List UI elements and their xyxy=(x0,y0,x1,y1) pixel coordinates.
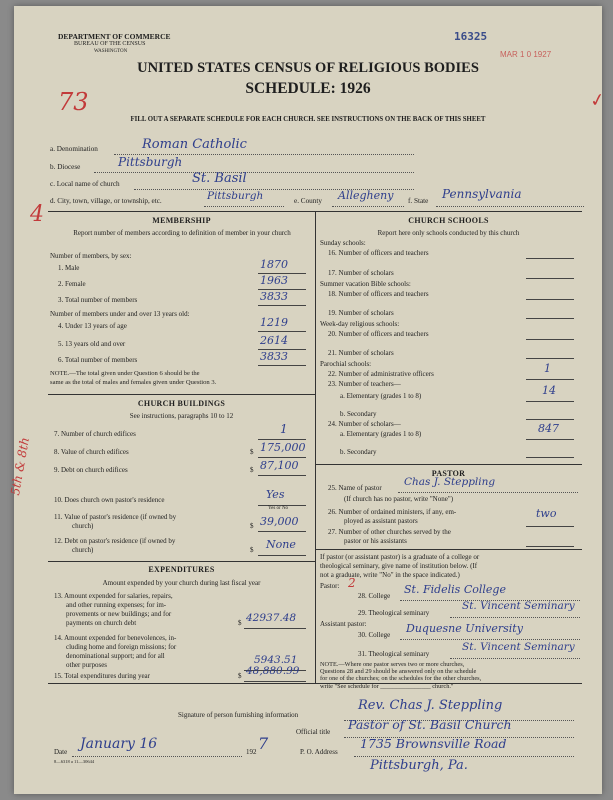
buildings-heading: CHURCH BUILDINGS xyxy=(137,399,226,408)
city-label: d. City, town, village, or township, etc. xyxy=(50,197,162,205)
membership-note-line2: same as the total of males and females given under Question 3. xyxy=(50,379,217,386)
handwritten-number: 73 xyxy=(58,88,89,116)
q14-label-line4: other purposes xyxy=(66,661,108,669)
schools-sub: Report here only schools conducted by this church xyxy=(377,229,520,237)
q16-label: 16. Number of officers and teachers xyxy=(328,249,429,257)
po-city-value: Pittsburgh, Pa. xyxy=(370,758,468,773)
q30-value: Duquesne University xyxy=(406,622,523,635)
q14-label-line2: cluding home and foreign missions; for xyxy=(66,643,177,651)
pastor-mark: 2 xyxy=(348,576,356,590)
q11-value: 39,000 xyxy=(260,515,299,528)
q12-label-line2: church) xyxy=(72,546,94,554)
q19-label: 19. Number of scholars xyxy=(328,309,394,317)
membership-heading: MEMBERSHIP xyxy=(152,216,211,225)
local-name-value: St. Basil xyxy=(192,171,247,186)
q7-value: 1 xyxy=(280,422,288,436)
q4-value: 1219 xyxy=(260,316,288,329)
check-mark-icon: ✓ xyxy=(588,88,607,112)
pastor-note-line3: for one of the churches; on the schedules for the other churches, xyxy=(320,675,482,682)
q15-dollar: $ xyxy=(238,672,242,680)
signature-label: Signature of person furnishing information xyxy=(178,711,299,719)
q3-value: 3833 xyxy=(260,290,288,303)
q15-label: 15. Total expenditures during year xyxy=(54,672,150,680)
q26-value: two xyxy=(536,507,557,520)
q8-dollar: $ xyxy=(250,448,254,456)
q17-label: 17. Number of scholars xyxy=(328,269,394,277)
schools-heading: CHURCH SCHOOLS xyxy=(408,216,489,225)
q9-dollar: $ xyxy=(250,466,254,474)
pastor-label: Pastor: xyxy=(320,582,340,590)
diocese-label: b. Diocese xyxy=(50,163,81,171)
signature-value: Rev. Chas J. Steppling xyxy=(358,698,503,713)
q11-label-line2: church) xyxy=(72,522,94,530)
q13-label-line3: provements or new buildings; and for xyxy=(66,610,172,618)
q13-label-line4: payments on church debt xyxy=(66,619,137,627)
q8-value: 175,000 xyxy=(260,441,306,454)
q10-label: 10. Does church own pastor's residence xyxy=(54,496,165,504)
form-title: UNITED STATES CENSUS OF RELIGIOUS BODIES xyxy=(137,60,479,76)
q13-label-line1: 13. Amount expended for salaries, repairs, xyxy=(54,592,173,600)
q13-value: 42937.48 xyxy=(246,612,297,624)
q6-value: 3833 xyxy=(260,350,288,363)
q14-value: 5943.51 xyxy=(254,654,298,666)
q11-label-line1: 11. Value of pastor's residence (if owned by xyxy=(54,513,177,521)
margin-handwritten-note: 5th & 8th xyxy=(8,436,32,497)
membership-note-line1: NOTE.—The total given under Question 6 should be the xyxy=(50,370,200,377)
q3-label: 3. Total number of members xyxy=(58,296,138,304)
q9-value: 87,100 xyxy=(260,459,299,472)
pastor-note-line1: NOTE.—Where one pastor serves two or more churches, xyxy=(320,661,465,668)
q12-value: None xyxy=(266,538,296,551)
po-address-label: P. O. Address xyxy=(300,748,338,756)
yes-no-hint: Yes or No xyxy=(268,506,289,511)
county-value: Allegheny xyxy=(338,189,394,202)
q10-value: Yes xyxy=(266,488,285,501)
q23-label: 23. Number of teachers— xyxy=(328,380,401,388)
official-title-label: Official title xyxy=(296,728,331,736)
bureau-name: BUREAU OF THE CENSUS xyxy=(74,41,146,47)
center-divider xyxy=(315,211,316,683)
local-name-label: c. Local name of church xyxy=(50,180,120,188)
q25-label: 25. Name of pastor xyxy=(328,484,382,492)
margin-check-mark: 4 xyxy=(30,202,44,227)
by-sex-label: Number of members, by sex: xyxy=(50,252,132,260)
state-value: Pennsylvania xyxy=(442,187,522,201)
department-name: DEPARTMENT OF COMMERCE xyxy=(58,32,171,41)
q1-value: 1870 xyxy=(260,258,288,271)
q25-value: Chas J. Steppling xyxy=(404,476,496,488)
q2-label: 2. Female xyxy=(58,280,86,288)
received-stamp: MAR 1 0 1927 xyxy=(500,50,552,59)
q13-dollar: $ xyxy=(238,619,242,627)
q21-label: 21. Number of scholars xyxy=(328,349,394,357)
q7-label: 7. Number of church edifices xyxy=(54,430,136,438)
q9-label: 9. Debt on church edifices xyxy=(54,466,128,474)
q26-label-line1: 26. Number of ordained ministers, if any, em- xyxy=(328,508,457,516)
denomination-label: a. Denomination xyxy=(50,145,98,153)
po-address-value: 1735 Brownsville Road xyxy=(360,736,507,751)
city-value: Pittsburgh xyxy=(207,190,264,202)
date-value: January 16 xyxy=(80,736,158,752)
sunday-heading: Sunday schools: xyxy=(320,239,366,247)
q20-label: 20. Number of officers and teachers xyxy=(328,330,429,338)
bureau-city: WASHINGTON xyxy=(94,49,128,54)
grid-bottom-line xyxy=(48,683,582,684)
q22-value: 1 xyxy=(544,362,551,375)
q8-label: 8. Value of church edifices xyxy=(54,448,129,456)
q24b-label: b. Secondary xyxy=(340,448,377,456)
q23b-label: b. Secondary xyxy=(340,410,377,418)
serial-number: 16325 xyxy=(454,30,488,43)
q28-label: 28. College xyxy=(358,592,391,600)
form-number: 8—6318 a 11—30644 xyxy=(54,759,95,764)
graduate-note-line1: If pastor (or assistant pastor) is a graduate of a college or xyxy=(320,553,480,561)
q29-label: 29. Theological seminary xyxy=(358,609,430,617)
graduate-note-line3: not a graduate, write "No" in the space indicated.) xyxy=(320,571,460,579)
q25-hint: (If church has no pastor, write "None") xyxy=(344,495,454,503)
form-instruction: FILL OUT A SEPARATE SCHEDULE FOR EACH CHURCH. SEE INSTRUCTIONS ON THE BACK OF THIS SHEET xyxy=(130,116,486,123)
q22-label: 22. Number of administrative officers xyxy=(328,370,434,378)
date-label: Date xyxy=(54,748,68,756)
age-heading: Number of members under and over 13 years old: xyxy=(50,310,190,318)
census-form xyxy=(8,6,607,794)
pastor-note-line2: Questions 28 and 29 should be answered only on the schedule xyxy=(320,668,477,675)
assistant-pastor-label: Assistant pastor: xyxy=(320,620,367,628)
membership-intro: Report number of members according to definition of member in your church xyxy=(73,229,291,237)
q23a-value: 14 xyxy=(542,384,556,397)
official-title-value: Pastor of St. Basil Church xyxy=(348,717,512,732)
q18-label: 18. Number of officers and teachers xyxy=(328,290,429,298)
q12-dollar: $ xyxy=(250,546,254,554)
schedule-title: SCHEDULE: 1926 xyxy=(245,80,371,97)
q24-label: 24. Number of scholars— xyxy=(328,420,401,428)
q31-label: 31. Theological seminary xyxy=(358,650,430,658)
graduate-note-line2: theological seminary, give name of institution below. (If xyxy=(320,562,478,570)
year-digit: 7 xyxy=(258,734,269,753)
q26-label-line2: ployed as assistant pastors xyxy=(344,517,418,525)
q4-label: 4. Under 13 years of age xyxy=(58,322,127,330)
q15-value: 48,880.99 xyxy=(246,665,300,677)
state-label: f. State xyxy=(408,197,429,205)
weekday-heading: Week-day religious schools: xyxy=(320,320,400,328)
expenditures-heading: EXPENDITURES xyxy=(148,565,215,574)
q12-label-line1: 12. Debt on pastor's residence (if owned by xyxy=(54,537,176,545)
q5-value: 2614 xyxy=(260,334,288,347)
denomination-value: Roman Catholic xyxy=(142,137,247,152)
expenditures-sub: Amount expended by your church during last fiscal year xyxy=(102,579,261,587)
q14-label-line1: 14. Amount expended for benevolences, in- xyxy=(54,634,177,642)
q30-label: 30. College xyxy=(358,631,391,639)
summer-heading: Summer vacation Bible schools: xyxy=(320,280,411,288)
pastor-note-line4: write "See schedule for ________________ church." xyxy=(320,683,454,690)
diocese-value: Pittsburgh xyxy=(118,155,183,169)
q14-label-line3: denominational support; and for all xyxy=(66,652,165,660)
q6-label: 6. Total number of members xyxy=(58,356,138,364)
q13-label-line2: and other running expenses; for im- xyxy=(66,601,167,609)
q1-label: 1. Male xyxy=(58,264,80,272)
q27-label-line1: 27. Number of other churches served by the xyxy=(328,528,451,536)
q24a-value: 847 xyxy=(538,422,559,435)
q29-value: St. Vincent Seminary xyxy=(462,600,575,612)
q31-value: St. Vincent Seminary xyxy=(462,641,575,653)
q27-label-line2: pastor or his assistants xyxy=(344,537,407,545)
pastor-heading: PASTOR xyxy=(431,469,466,478)
q2-value: 1963 xyxy=(260,274,288,287)
q11-dollar: $ xyxy=(250,522,254,530)
q24a-label: a. Elementary (grades 1 to 8) xyxy=(340,430,422,438)
q23a-label: a. Elementary (grades 1 to 8) xyxy=(340,392,422,400)
county-label: e. County xyxy=(294,197,322,205)
q28-value: St. Fidelis College xyxy=(404,583,506,596)
q5-label: 5. 13 years old and over xyxy=(58,340,126,348)
year-prefix: 192 xyxy=(246,748,257,756)
parochial-heading: Parochial schools: xyxy=(320,360,372,368)
buildings-sub: See instructions, paragraphs 10 to 12 xyxy=(129,412,234,420)
